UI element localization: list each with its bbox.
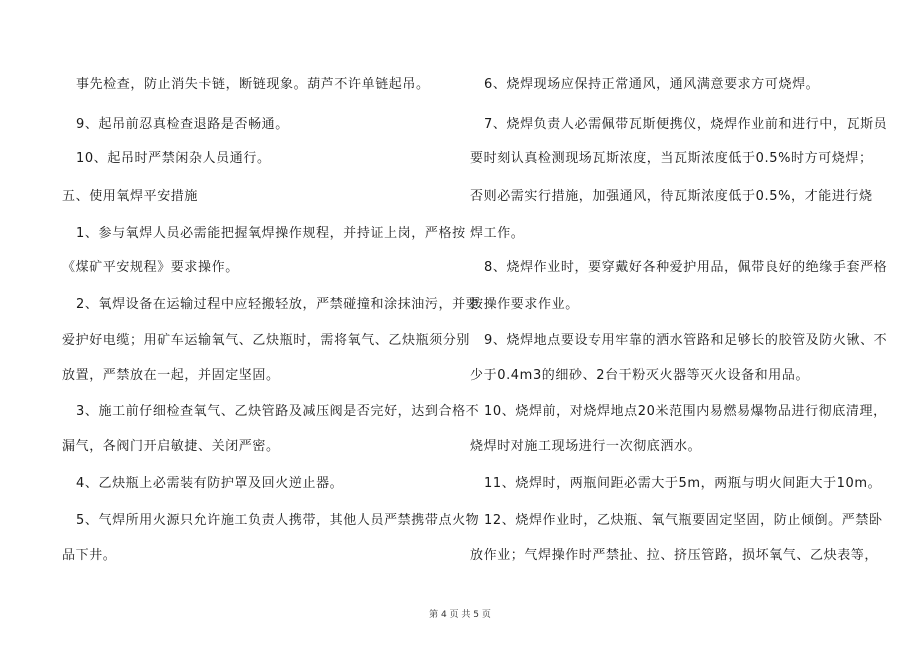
right-line-2: 7、烧焊负责人必需佩带瓦斯便携仪，烧焊作业前和进行中，瓦斯员 bbox=[484, 117, 888, 132]
right-line-4: 否则必需实行措施，加强通风，待瓦斯浓度低于0.5%，才能进行烧 bbox=[470, 189, 873, 204]
left-line-12: 4、乙炔瓶上必需装有防护罩及回火逆止器。 bbox=[76, 476, 344, 491]
left-line-13: 5、气焊所用火源只允许施工负责人携带，其他人员严禁携带点火物 bbox=[76, 513, 480, 528]
right-line-5: 焊工作。 bbox=[470, 226, 525, 241]
left-line-11: 漏气，各阀门开启敏捷、关闭严密。 bbox=[62, 439, 280, 454]
left-line-3: 10、起吊时严禁闲杂人员通行。 bbox=[76, 151, 271, 166]
right-line-1: 6、烧焊现场应保持正常通风，通风满意要求方可烧焊。 bbox=[484, 77, 820, 92]
right-line-10: 10、烧焊前，对烧焊地点20米范围内易燃易爆物品进行彻底清理， bbox=[484, 404, 887, 419]
section-heading: 五、使用氧焊平安措施 bbox=[62, 189, 199, 204]
right-line-6: 8、烧焊作业时，要穿戴好各种爱护用品，佩带良好的绝缘手套严格 bbox=[484, 260, 888, 275]
left-line-9: 放置，严禁放在一起，并固定坚固。 bbox=[62, 368, 280, 383]
right-line-9: 少于0.4m3的细砂、2台干粉灭火器等灭火设备和用品。 bbox=[470, 368, 810, 383]
right-line-7: 按操作要求作业。 bbox=[470, 297, 579, 312]
page-number-footer: 第 4 页 共 5 页 bbox=[429, 610, 491, 620]
right-line-14: 放作业；气焊操作时严禁扯、拉、挤压管路，损坏氧气、乙炔表等， bbox=[470, 548, 879, 563]
left-line-5: 1、参与氧焊人员必需能把握氧焊操作规程，并持证上岗，严格按 bbox=[76, 226, 466, 241]
left-line-8: 爱护好电缆；用矿车运输氧气、乙炔瓶时，需将氧气、乙炔瓶须分别 bbox=[62, 333, 471, 348]
left-line-2: 9、起吊前忍真检查退路是否畅通。 bbox=[76, 117, 289, 132]
left-line-6: 《煤矿平安规程》要求操作。 bbox=[62, 260, 239, 275]
left-line-1: 事先检查，防止消失卡链，断链现象。葫芦不许单链起吊。 bbox=[76, 77, 430, 92]
right-line-3: 要时刻认真检测现场瓦斯浓度，当瓦斯浓度低于0.5%时方可烧焊； bbox=[470, 151, 873, 166]
right-line-13: 12、烧焊作业时，乙炔瓶、氧气瓶要固定坚固，防止倾倒。严禁卧 bbox=[484, 513, 883, 528]
right-line-12: 11、烧焊时，两瓶间距必需大于5m，两瓶与明火间距大于10m。 bbox=[484, 476, 882, 491]
right-line-11: 烧焊时对施工现场进行一次彻底洒水。 bbox=[470, 439, 702, 454]
left-line-7: 2、氧焊设备在运输过程中应轻搬轻放，严禁碰撞和涂抹油污，并要 bbox=[76, 297, 480, 312]
left-line-10: 3、施工前仔细检查氧气、乙炔管路及减压阀是否完好，达到合格不 bbox=[76, 404, 480, 419]
left-line-14: 品下井。 bbox=[62, 548, 117, 563]
right-line-8: 9、烧焊地点要设专用牢靠的洒水管路和足够长的胶管及防火锹、不 bbox=[484, 333, 888, 348]
